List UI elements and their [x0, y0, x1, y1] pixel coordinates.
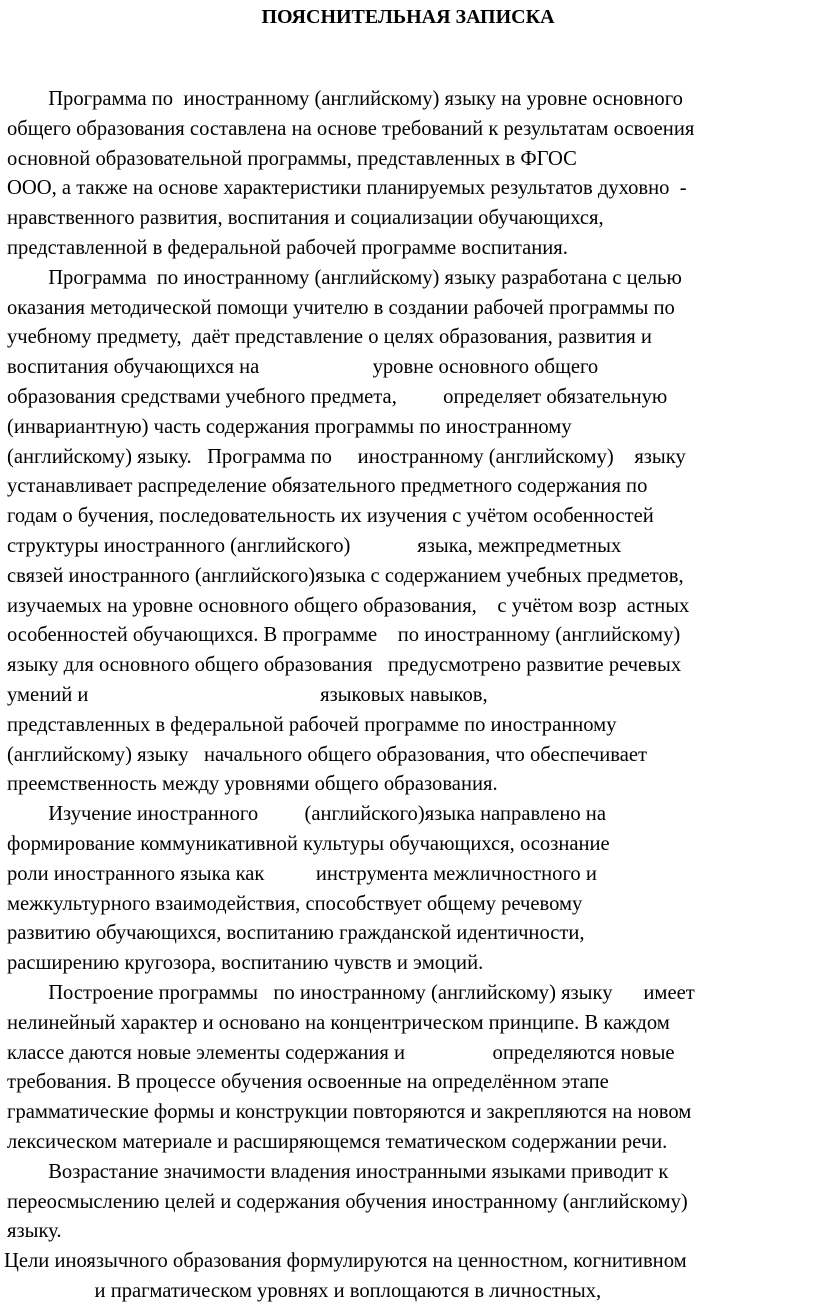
document-title: ПОЯСНИТЕЛЬНАЯ ЗАПИСКА	[261, 6, 555, 28]
text-line: учебному предмету, даёт представление о целях образования, развития и	[7, 326, 652, 349]
text-line: языку.	[7, 1220, 62, 1243]
text-line: переосмыслению целей и содержания обучения иностранному (английскому)	[7, 1190, 688, 1213]
text-line: развитию обучающихся, воспитанию гражданской идентичности,	[7, 922, 585, 945]
text-line: (английскому) языку начального общего образования, что обеспечивает	[7, 743, 648, 766]
text-line: изучаемых на уровне основного общего образования, с учётом возр астных	[7, 594, 690, 617]
text-line: грамматические формы и конструкции повторяются и закрепляются на новом	[7, 1101, 692, 1124]
text-line: Программа по иностранному (английскому) языку разработана с целью	[7, 266, 682, 289]
text-line: связей иностранного (английского)языка с содержанием учебных предметов,	[7, 564, 684, 587]
text-line: формирование коммуникативной культуры обучающихся, осознание	[7, 833, 610, 855]
text-line: расширению кругозора, воспитанию чувств и эмоций.	[7, 952, 484, 975]
text-line: особенностей обучающихся. В программе по иностранному (английскому)	[7, 624, 681, 647]
text-line: Возрастание значимости владения иностранными языками приводит к	[7, 1160, 669, 1183]
text-line: Изучение иностранного (английского)языка направлено на	[7, 803, 606, 826]
text-line: роли иностранного языка как инструмента межличностного и	[7, 862, 597, 885]
text-line: (английскому) языку. Программа по иностранному (английскому) языку	[7, 445, 686, 468]
text-line: общего образования составлена на основе требований к результатам освоения	[7, 117, 695, 140]
text-line: образования средствами учебного предмета, определяет обязательную	[7, 386, 668, 408]
text-line: устанавливает распределение обязательного предметного содержания по	[7, 475, 648, 498]
text-line: преемственность между уровнями общего образования.	[7, 773, 498, 796]
text-line: основной образовательной программы, представленных в ФГОС	[7, 147, 577, 170]
text-line: воспитания обучающихся на уровне основного общего	[7, 356, 599, 379]
text-line: языку для основного общего образования предусмотрено развитие речевых	[7, 654, 682, 677]
text-line: требования. В процессе обучения освоенные на определённом этапе	[7, 1071, 609, 1094]
text-line: Программа по иностранному (английскому) языку на уровне основного	[7, 88, 683, 110]
text-line: умений и языковых навыков,	[7, 684, 488, 706]
text-line: Построение программы по иностранному (английскому) языку имеет	[7, 982, 695, 1004]
text-line: годам о бучения, последовательность их изучения с учётом особенностей	[7, 505, 654, 528]
text-line: оказания методической помощи учителю в создании рабочей программы по	[7, 296, 675, 319]
text-line: лексическом материале и расширяющемся тематическом содержании речи.	[7, 1131, 668, 1153]
text-line: представленной в федеральной рабочей программе воспитания.	[7, 237, 568, 259]
text-line: (инвариантную) часть содержания программы по иностранному	[7, 415, 572, 438]
text-line: ООО, а также на основе характеристики планируемых результатов духовно -	[7, 177, 687, 200]
text-line: и прагматическом уровнях и воплощаются в личностных,	[7, 1280, 602, 1302]
text-line: межкультурного взаимодействия, способствует общему речевому	[7, 892, 583, 915]
text-line: Цели иноязычного образования формулируются на ценностном, когнитивном	[4, 1250, 687, 1273]
text-line: нравственного развития, воспитания и социализации обучающихся,	[7, 207, 604, 230]
text-line: нелинейный характер и основано на концентрическом принципе. В каждом	[7, 1011, 670, 1034]
text-line: представленных в федеральной рабочей программе по иностранному	[7, 713, 617, 736]
text-line: классе даются новые элементы содержания и определяются новые	[7, 1041, 675, 1064]
text-line: структуры иностранного (английского) языка, межпредметных	[7, 535, 622, 557]
